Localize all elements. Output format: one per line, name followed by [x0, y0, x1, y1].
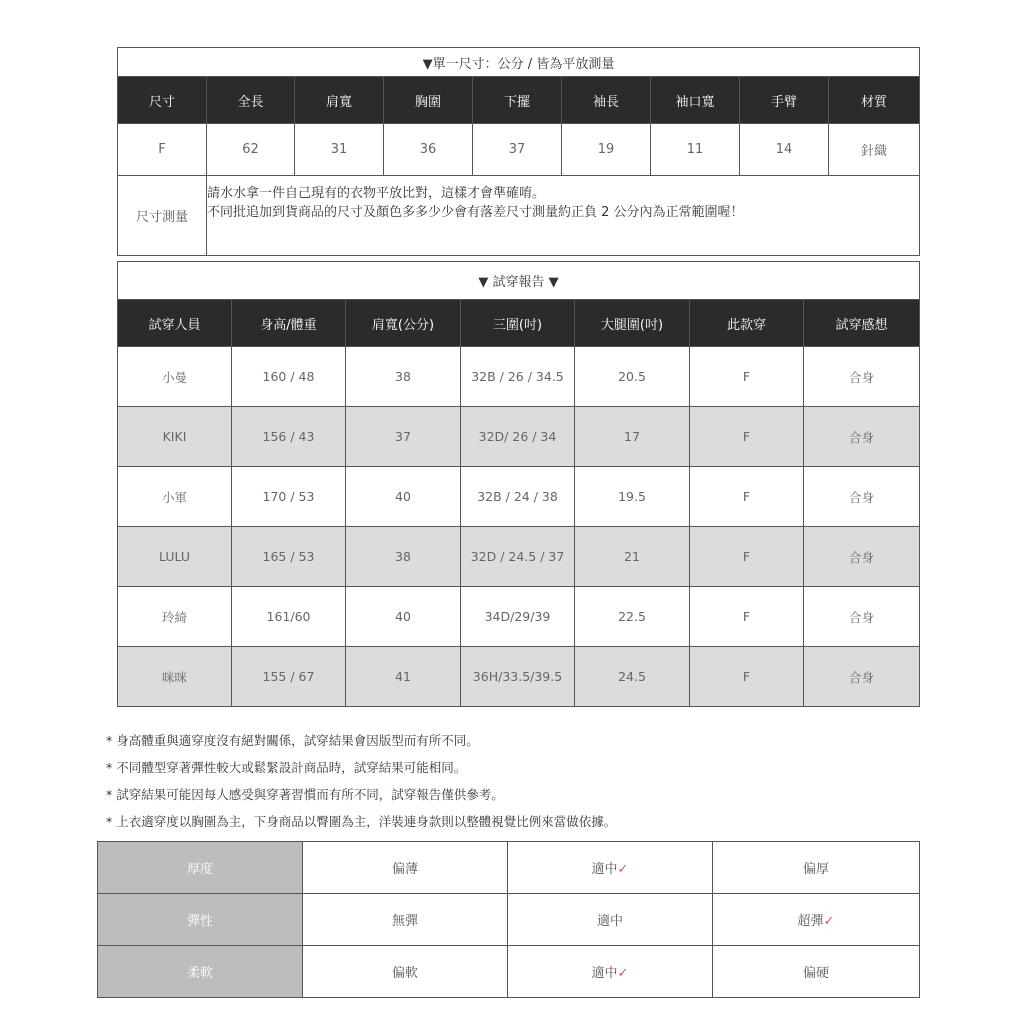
- fit-cell: 17: [575, 407, 690, 467]
- fit-cell: 156 / 43: [232, 407, 346, 467]
- fit-header-cell: 三圍(吋): [461, 300, 575, 347]
- fit-cell: 40: [346, 467, 461, 527]
- measure-text: [207, 176, 920, 256]
- size-value-cell: 14: [740, 124, 829, 176]
- fit-cell: 32D / 24.5 / 37: [461, 527, 575, 587]
- fit-cell: 咪咪: [118, 647, 232, 707]
- feel-label: 厚度: [98, 842, 303, 894]
- fit-header-cell: 大腿圍(吋): [575, 300, 690, 347]
- fit-cell: 38: [346, 347, 461, 407]
- fit-cell: 24.5: [575, 647, 690, 707]
- feel-row-softness: [98, 946, 920, 998]
- fit-notes: [106, 731, 926, 839]
- fit-cell: 20.5: [575, 347, 690, 407]
- size-table-header-row: [118, 77, 920, 124]
- size-header-cell: 材質: [829, 77, 920, 124]
- fit-report-row: [118, 467, 920, 527]
- fit-cell: 34D/29/39: [461, 587, 575, 647]
- fit-cell: 合身: [804, 587, 920, 647]
- fabric-feel-table: [97, 841, 920, 998]
- size-table-value-row: [118, 124, 920, 176]
- fit-cell: 41: [346, 647, 461, 707]
- size-header-cell: 全長: [207, 77, 295, 124]
- fit-cell: 合身: [804, 467, 920, 527]
- check-icon: ✓: [617, 966, 629, 981]
- size-value-cell: 31: [295, 124, 384, 176]
- size-value-cell: 11: [651, 124, 740, 176]
- fit-cell: 170 / 53: [232, 467, 346, 527]
- note-line: * 身高體重與適穿度沒有絕對關係，試穿結果會因版型而有所不同。: [106, 733, 479, 748]
- fit-cell: 合身: [804, 407, 920, 467]
- size-header-cell: 手臂: [740, 77, 829, 124]
- feel-option: 偏薄: [303, 842, 508, 894]
- size-measure-row: [118, 176, 920, 256]
- fit-cell: 19.5: [575, 467, 690, 527]
- fit-cell: KIKI: [118, 407, 232, 467]
- measure-label: 尺寸測量: [118, 176, 207, 256]
- fit-cell: 小軍: [118, 467, 232, 527]
- size-header-cell: 尺寸: [118, 77, 207, 124]
- fit-cell: F: [690, 527, 804, 587]
- fit-report-row: [118, 527, 920, 587]
- feel-option: 無彈: [303, 894, 508, 946]
- fit-report-row: [118, 647, 920, 707]
- fit-cell: 玲綺: [118, 587, 232, 647]
- fit-report-row: [118, 347, 920, 407]
- fit-cell: 32B / 26 / 34.5: [461, 347, 575, 407]
- fit-header-cell: 此款穿: [690, 300, 804, 347]
- fit-cell: 40: [346, 587, 461, 647]
- feel-row-elasticity: [98, 894, 920, 946]
- check-icon: ✓: [617, 862, 629, 877]
- fit-header-cell: 試穿感想: [804, 300, 920, 347]
- fit-header-cell: 試穿人員: [118, 300, 232, 347]
- feel-option: 偏硬: [713, 946, 920, 998]
- check-icon: ✓: [823, 914, 835, 929]
- fit-report-header-row: [118, 300, 920, 347]
- size-value-cell: 37: [473, 124, 562, 176]
- fit-cell: F: [690, 347, 804, 407]
- feel-label: 柔軟: [98, 946, 303, 998]
- size-value-cell: 62: [207, 124, 295, 176]
- fit-cell: 37: [346, 407, 461, 467]
- feel-option: 偏軟: [303, 946, 508, 998]
- note-line: * 試穿結果可能因每人感受與穿著習慣而有所不同，試穿報告僅供參考。: [106, 787, 504, 802]
- fit-cell: 161/60: [232, 587, 346, 647]
- fit-cell: 36H/33.5/39.5: [461, 647, 575, 707]
- measure-line: 請水水拿一件自己現有的衣物平放比對，這樣才會準確唷。: [207, 186, 546, 201]
- feel-option: 適中✓: [508, 946, 713, 998]
- size-header-cell: 袖長: [562, 77, 651, 124]
- size-header-cell: 下擺: [473, 77, 562, 124]
- feel-option: 適中✓: [508, 842, 713, 894]
- fit-cell: 合身: [804, 347, 920, 407]
- size-value-cell: F: [118, 124, 207, 176]
- feel-label: 彈性: [98, 894, 303, 946]
- fit-cell: 155 / 67: [232, 647, 346, 707]
- fit-cell: 160 / 48: [232, 347, 346, 407]
- feel-option: 偏厚: [713, 842, 920, 894]
- size-header-cell: 胸圍: [384, 77, 473, 124]
- size-value-cell: 針織: [829, 124, 920, 176]
- fit-cell: F: [690, 587, 804, 647]
- feel-option: 適中: [508, 894, 713, 946]
- size-table-caption: ▼單一尺寸：公分 / 皆為平放測量: [118, 48, 920, 77]
- fit-report-caption: ▼ 試穿報告 ▼: [118, 262, 920, 300]
- fit-cell: 合身: [804, 647, 920, 707]
- fit-report-table: [117, 261, 920, 707]
- fit-cell: 21: [575, 527, 690, 587]
- fit-cell: 32B / 24 / 38: [461, 467, 575, 527]
- fit-cell: LULU: [118, 527, 232, 587]
- note-line: * 上衣適穿度以胸圍為主，下身商品以臀圍為主，洋裝連身款則以整體視覺比例來當做依據。: [106, 814, 617, 829]
- size-header-cell: 肩寬: [295, 77, 384, 124]
- fit-cell: 165 / 53: [232, 527, 346, 587]
- fit-cell: F: [690, 467, 804, 527]
- fit-report-row: [118, 587, 920, 647]
- fit-cell: F: [690, 407, 804, 467]
- fit-cell: 38: [346, 527, 461, 587]
- feel-option: 超彈✓: [713, 894, 920, 946]
- fit-report-row: [118, 407, 920, 467]
- fit-cell: 22.5: [575, 587, 690, 647]
- fit-cell: 小曼: [118, 347, 232, 407]
- size-table: [117, 47, 920, 256]
- size-value-cell: 36: [384, 124, 473, 176]
- size-header-cell: 袖口寬: [651, 77, 740, 124]
- measure-line: 不同批追加到貨商品的尺寸及顏色多多少少會有落差尺寸測量約正負 2 公分內為正常範圍喔！: [207, 205, 744, 220]
- note-line: * 不同體型穿著彈性較大或鬆緊設計商品時，試穿結果可能相同。: [106, 760, 467, 775]
- fit-cell: 32D/ 26 / 34: [461, 407, 575, 467]
- fit-cell: 合身: [804, 527, 920, 587]
- fit-cell: F: [690, 647, 804, 707]
- size-value-cell: 19: [562, 124, 651, 176]
- fit-header-cell: 肩寬(公分): [346, 300, 461, 347]
- fit-header-cell: 身高/體重: [232, 300, 346, 347]
- feel-row-thickness: [98, 842, 920, 894]
